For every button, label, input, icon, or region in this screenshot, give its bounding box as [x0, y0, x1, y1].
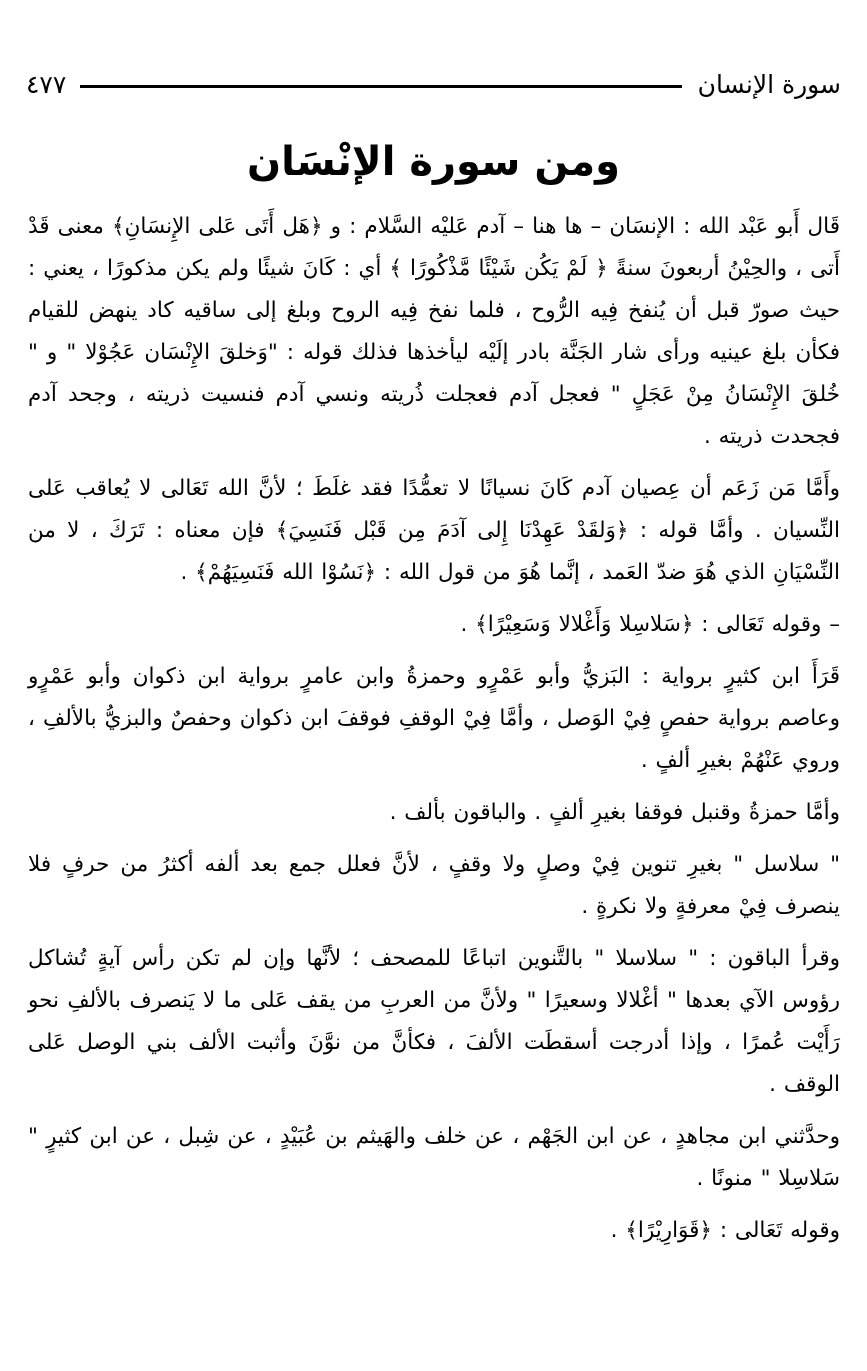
header-rule: [80, 85, 681, 88]
paragraph: قَرَأَ ابن كثيرٍ برواية : البَزيُّ وأبو عَمْرٍو وحمزةُ وابن عامرٍ برواية ابن ذكوان وأبو عَمْرٍو وعاصم برواية حفصٍ فِيْ الوَصل ، وأمَّا فِيْ الوقفِ فوقفَ ابن ذكوان وحفصٌ والبزيُّ بالألفِ ، وروي عَنْهُمْ بغيرِ ألفٍ .: [28, 664, 840, 773]
paragraph: " سلاسل " بغيرِ تنوين فِيْ وصلٍ ولا وقفٍ ، لأنَّ فعلل جمع بعد ألفه أكثرُ من حرفٍ فلا ينصرف فِيْ معرفةٍ ولا نكرةٍ .: [28, 852, 840, 919]
paragraph: وأَمَّا مَن زَعَم أن عِصيان آدم كَانَ نسيانًا لا تعمُّدًا فقد غلَطَ ؛ لأنَّ الله تَعَالى لا يُعاقب عَلى النِّسيان . وأمَّا قوله : ﴿وَلقَدْ عَهِدْنَا إِلى آدَمَ مِن قَبْل فَنَسِيَ﴾ فإن معناه : تَرَكَ ، لا من النِّسْيَانِ الذي هُوَ ضدّ العَمد ، إنَّما هُوَ من قول الله : ﴿نَسُوْا الله فَنَسِيَهُمْ﴾ .: [28, 476, 840, 585]
running-title: سورة الإنسان: [697, 69, 841, 99]
chapter-title: ومن سورة الإنْسَان: [247, 139, 620, 185]
running-header: [26, 64, 841, 104]
paragraph: وأمَّا حمزةُ وقنبل فوقفا بغيرِ ألفٍ . والباقون بألف .: [389, 800, 840, 825]
paragraph: وقوله تَعَالى : ﴿قَوَارِيْرًا﴾ .: [610, 1218, 840, 1243]
paragraph: وقرأ الباقون : " سلاسلا " بالتَّنوين اتباعًا للمصحف ؛ لأنَّها وإن لم تكن رأس آيةٍ تُشاكل رؤوس الآي بعدها " أغْلالا وسعيرًا " ولأنَّ من العربِ من يقف عَلى ما لا يَنصرف بالألفِ نحو رَأَيْت عُمرًا ، وإذا أدرجت أسقطَت الألفَ ، فكأنَّ من نوَّنَ وأثبت الألف بني الوصل عَلى الوقف .: [28, 946, 840, 1097]
paragraph: – وقوله تَعَالى : ﴿سَلاسِلا وَأَغْلالا وَسَعِيْرًا﴾ .: [460, 612, 840, 637]
paragraph: قَال أَبو عَبْد الله : الإنسَان – ها هنا – آدم عَليْه السَّلام : و ﴿هَل أَتَى عَلى الإِنسَانِ﴾ معنى قَدْ أَتى ، والحِيْنُ أربعونَ سنةً ﴿ لَمْ يَكُن شَيْئًا مَّذْكُورًا ﴾ أي : كَانَ شيئًا ولم يكن مذكورًا ، يعني : حيث صورّ قبل أن يُنفخ فِيه الرُّوح ، فلما نفخ فِيه الروح وبلغ إلى ساقيه كاد ينهض للقيام فكأن بلغ عينيه ورأى شار الجَنَّة بادر إلَيْه ليأخذها فذلك قوله : "وَخلقَ الإِنْسَان عَجُوْلا " و " خُلقَ الإِنْسَانُ مِنْ عَجَلٍ " فعجل آدم فعجلت ذُريته ونسي آدم فنسيت ذريته ، وجحد آدم فجحدت ذريته .: [28, 214, 840, 449]
page-number: ٤٧٧: [26, 69, 67, 99]
body-text: [28, 206, 840, 1262]
paragraph: وحدَّثني ابن مجاهدٍ ، عن ابن الجَهْم ، عن خلف والهَيثم بن عُبَيْدٍ ، عن شِبل ، عن ابن كثيرٍ " سَلاسِلا " منونًا .: [28, 1124, 840, 1191]
